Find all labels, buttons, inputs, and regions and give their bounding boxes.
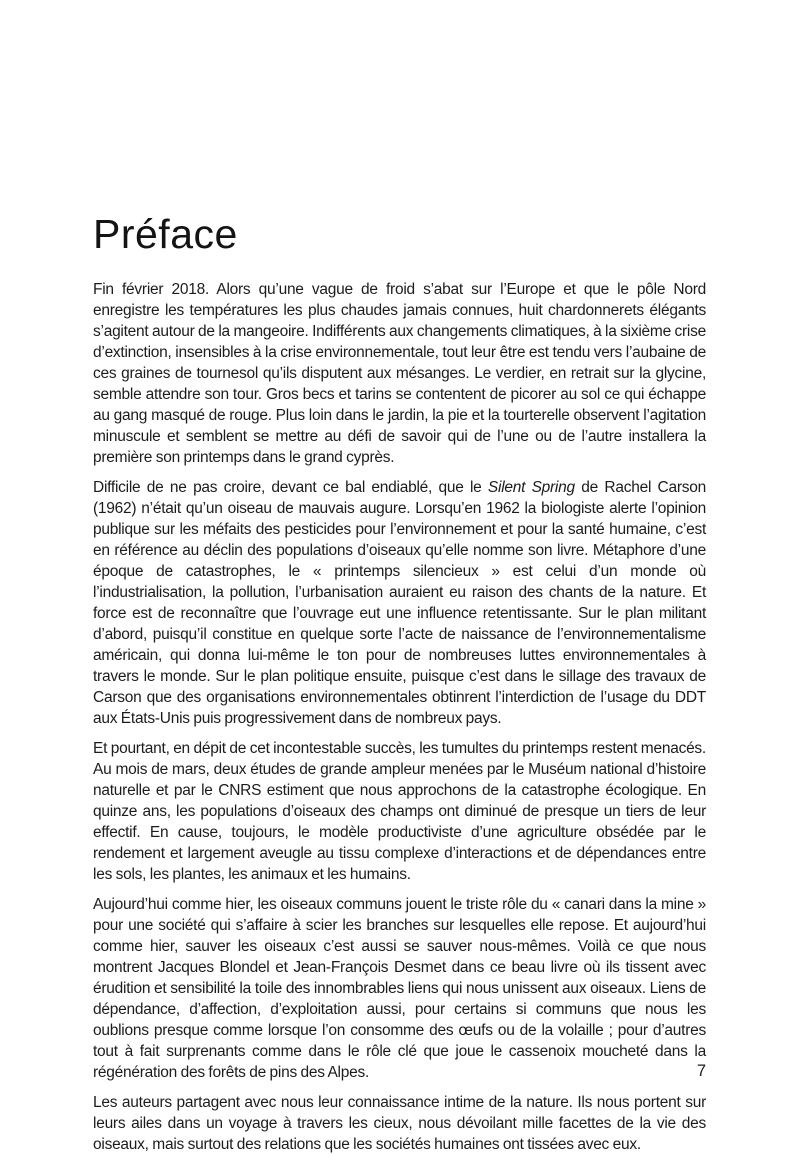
paragraph-2-text-before: Difficile de ne pas croire, devant ce bal endiablé, que le: [93, 479, 488, 496]
page-number: 7: [696, 1062, 706, 1080]
preface-paragraph-5: Les auteurs partagent avec nous leur connaissance intime de la nature. Ils nous portent sur leurs ailes dans un voyage à travers les cieux, nous dévoilant mille facettes de la vie des oiseaux, mais surtout des relations que les sociétés humaines ont tissées avec eux.: [93, 1094, 706, 1153]
preface-paragraph-1: Fin février 2018. Alors qu’une vague de froid s’abat sur l’Europe et que le pôle Nord enregistre les températures les plus chaudes jamais connues, huit chardonnerets élégants s’agitent autour de la mangeoire. Indifférents aux changements climatiques, à la sixième crise d’extinction, insensibles à la crise environnementale, tout leur être est tendu vers l’aubaine de ces graines de tournesol qu’ils disputent aux mésanges. Le verdier, en retrait sur la glycine, semble attendre son tour. Gros becs et tarins se contentent de picorer au sol ce qui échappe au gang masqué de rouge. Plus loin dans le jardin, la pie et la tourterelle observent l’agitation minuscule et semblent se mettre au défi de savoir qui de l’une ou de l’autre installera la première son printemps dans le grand cyprès.: [93, 281, 706, 466]
preface-paragraph-2: [93, 477, 706, 729]
page-title: Préface: [93, 211, 238, 257]
preface-paragraph-4: Aujourd’hui comme hier, les oiseaux communs jouent le triste rôle du « canari dans la mine » pour une société qui s’affaire à scier les branches sur lesquelles elle repose. Et aujourd’hui comme hier, sauver les oiseaux c’est aussi se sauver nous-mêmes. Voilà ce que nous montrent Jacques Blondel et Jean-François Desmet dans ce beau livre où ils tissent avec érudition et sensibilité la toile des innombrables liens qui nous unissent aux oiseaux. Liens de dépendance, d’affection, d’exploitation aussi, pour certains si communs que nous les oublions presque comme lorsque l’on consomme des œufs ou de la volaille ; pour d’autres tout à fait surprenants comme dans le rôle clé que joue le cassenoix moucheté dans la régénération des forêts de pins des Alpes.: [93, 896, 706, 1081]
preface-paragraph-3: Et pourtant, en dépit de cet incontestable succès, les tumultes du printemps restent menacés. Au mois de mars, deux études de grande ampleur menées par le Muséum national d’histoire naturelle et par le CNRS estiment que nous approchons de la catastrophe écologique. En quinze ans, les populations d’oiseaux des champs ont diminué de presque un tiers de leur effectif. En cause, toujours, le modèle productiviste d’une agriculture obsédée par le rendement et largement aveugle au tissu complexe d’interactions et de dépendances entre les sols, les plantes, les animaux et les humains.: [93, 740, 706, 883]
paragraph-2-text-after: de Rachel Carson (1962) n’était qu’un oiseau de mauvais augure. Lorsqu’en 1962 la biologiste alerte l’opinion publique sur les méfaits des pesticides pour l’environnement et pour la santé humaine, c’est en référence au déclin des populations d’oiseaux qu’elle nomme son livre. Métaphore d’une époque de catastrophes, le « printemps silencieux » est celui d’un monde où l’industrialisation, la pollution, l’urbanisation auraient eu raison des chants de la nature. Et force est de reconnaître que l’ouvrage eut une influence retentissante. Sur le plan militant d’abord, puisqu’il constitue en quelque sorte l’acte de naissance de l’environnementalisme américain, qui donna lui-même le ton pour de nombreuses luttes environnementales à travers le monde. Sur le plan politique ensuite, puisque c’est dans le sillage des travaux de Carson que des organisations environnementales obtinrent l’interdiction de l’usage du DDT aux États-Unis puis progressivement dans de nombreux pays.: [93, 479, 706, 727]
book-title-silent-spring: Silent Spring: [487, 479, 575, 496]
preface-content: [93, 211, 706, 1155]
